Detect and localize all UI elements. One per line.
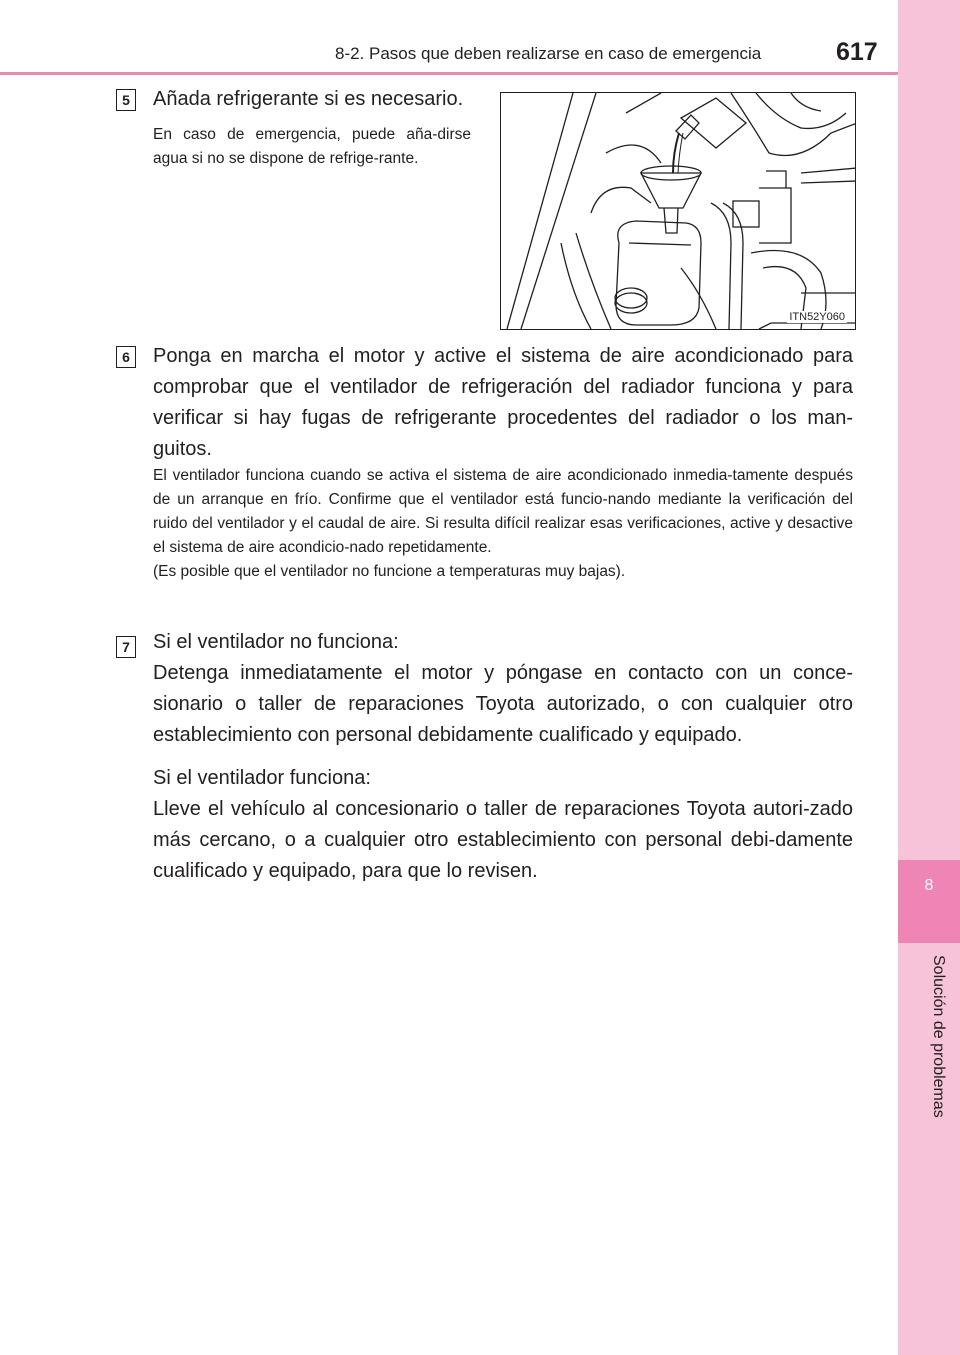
fan-not-working-text: Detenga inmediatamente el motor y póngase en contacto con un conce-sionario o taller de reparaciones Toyota autorizado, o con cualquier otro establecimiento con personal debidamente cualificado y equipado. — [153, 662, 853, 746]
header-divider — [0, 72, 898, 75]
step-7-instruction — [153, 627, 853, 887]
coolant-illustration — [500, 92, 856, 330]
step-5-instruction: Añada refrigerante si es necesario. — [153, 88, 464, 110]
step-6-note-paragraph: El ventilador funciona cuando se activa el sistema de aire acondicionado inmedia-tamente después de un arranque en frío. Confirme que el ventilador está funcio-nando mediante la verificación del ruido del ventilador y el caudal de aire. Si resulta difícil realizar esas verificaciones, active y desactive el sistema de aire acondicio-nado repetidamente. — [153, 467, 853, 556]
page-number: 617 — [836, 38, 878, 66]
chapter-number: 8 — [924, 877, 934, 894]
fan-not-working-title: Si el ventilador no funciona: — [153, 631, 399, 653]
step-5-note: En caso de emergencia, puede aña-dirse agua si no se dispone de refrige-rante. — [153, 126, 471, 167]
step-6-instruction: Ponga en marcha el motor y active el sistema de aire acondicionado para comprobar que el ventilador de refrigeración del radiador funciona y para verificar si hay fugas de refrigerante procedentes del radiador o los man-guitos. — [153, 345, 853, 460]
fan-working-text: Lleve el vehículo al concesionario o taller de reparaciones Toyota autori-zado más cercano, o a cualquier otro establecimiento con personal debi-damente cualificado y equipado, para que lo revisen. — [153, 798, 853, 882]
chapter-sidebar — [898, 0, 960, 1355]
illustration-code: ITN52Y060 — [789, 311, 845, 323]
fan-working-title: Si el ventilador funciona: — [153, 767, 371, 789]
step-number-7: 7 — [116, 636, 136, 658]
step-number-5: 5 — [116, 89, 136, 111]
step-6-note-temperature: (Es posible que el ventilador no funcione a temperaturas muy bajas). — [153, 563, 626, 580]
step-6-note — [153, 464, 853, 584]
chapter-title: Solución de problemas — [930, 955, 947, 1118]
section-title: 8-2. Pasos que deben realizarse en caso de emergencia — [335, 44, 762, 63]
step-number-6: 6 — [116, 346, 136, 368]
chapter-tab — [898, 860, 960, 943]
coolant-pouring-icon — [501, 93, 856, 330]
